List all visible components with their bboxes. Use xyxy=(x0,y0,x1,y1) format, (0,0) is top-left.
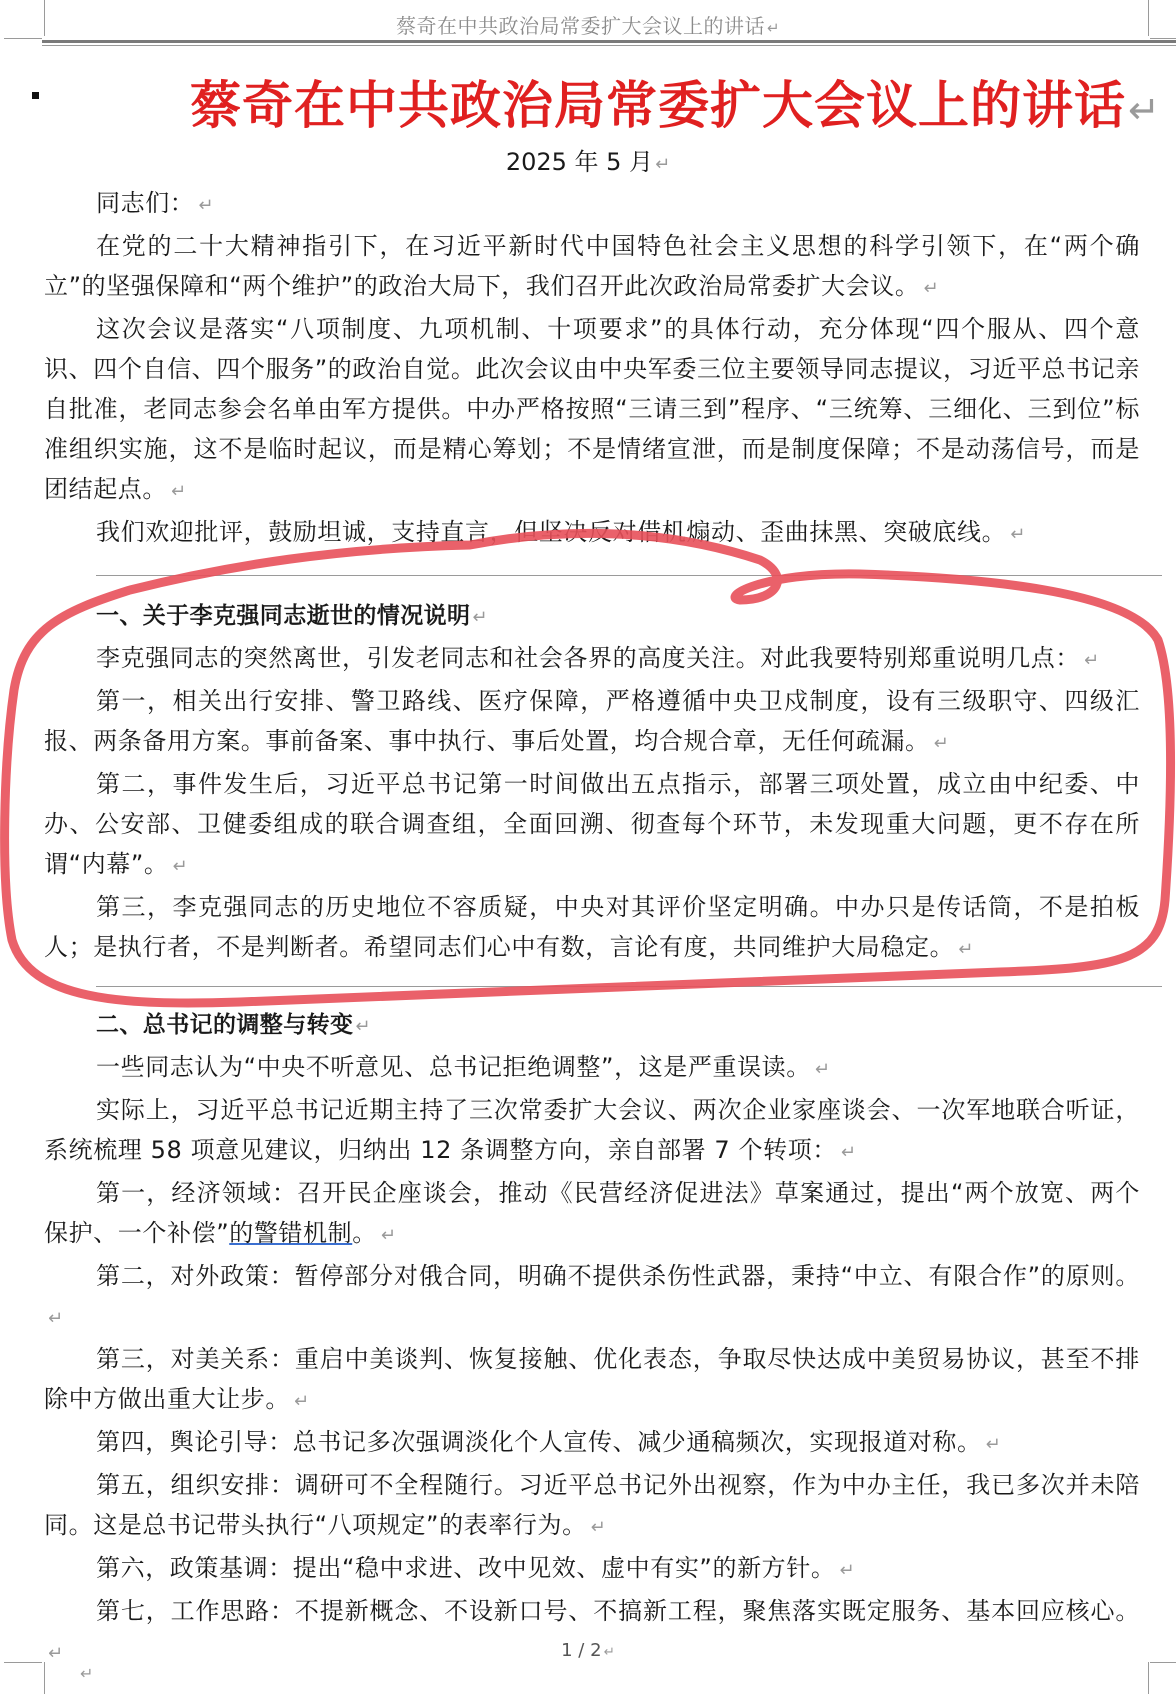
footer-corner-mark-right xyxy=(1150,1662,1176,1663)
section-separator xyxy=(96,575,1162,576)
paragraph-text: 李克强同志的突然离世，引发老同志和社会各界的高度关注。对此我要特别郑重说明几点： xyxy=(96,644,1080,672)
paragraph-text: 第六，政策基调：提出“稳中求进、改中见效、虚中有实”的新方针。 xyxy=(96,1554,836,1582)
section-2-item[interactable] xyxy=(44,1422,1140,1465)
paragraph-mark-icon: ↵ xyxy=(933,733,950,754)
paragraph-text: 第三，李克强同志的历史地位不容质疑，中央对其评价坚定明确。中办只是传话筒，不是拍板人；是执行者，不是判断者。希望同志们心中有数，言论有度，共同维护大局稳定。 xyxy=(44,893,1140,961)
section-2-item[interactable] xyxy=(44,1591,1140,1674)
paragraph-text: 。 xyxy=(352,1219,377,1247)
section-2-heading[interactable] xyxy=(44,1005,1140,1047)
paragraph-mark-icon: ↵ xyxy=(766,19,781,37)
bullet-marker-icon xyxy=(32,92,39,99)
document-title-text: 蔡奇在中共政治局常委扩大会议上的讲话 xyxy=(190,77,1127,136)
paragraph-text: 第一，相关出行安排、警卫路线、医疗保障，严格遵循中央卫戍制度，设有三级职守、四级汇报、两条备用方案。事前备案、事中执行、事后处置，均合规合章，无任何疏漏。 xyxy=(44,687,1140,755)
paragraph-text: 我们欢迎批评，鼓励坦诚，支持直言，但坚决反对借机煽动、歪曲抹黑、突破底线。 xyxy=(96,518,1007,546)
paragraph-text: 第一，经济领域：召开民企座谈会，推动《民营经济促进法》草案通过，提出“两个放宽、两个保护、一个补偿” xyxy=(44,1179,1140,1247)
paragraph-mark-icon: ↵ xyxy=(355,1016,371,1037)
paragraph-mark-icon: ↵ xyxy=(590,1517,607,1538)
paragraph-text: 同志们： xyxy=(96,189,195,217)
paragraph-intro-1[interactable] xyxy=(44,226,1140,309)
section-2-paragraph[interactable] xyxy=(44,1047,1140,1090)
paragraph-text: 实际上，习近平总书记近期主持了三次常委扩大会议、两次企业家座谈会、一次军地联合听证，系统梳理 58 项意见建议，归纳出 12 条调整方向，亲自部署 7 个转项： xyxy=(44,1096,1140,1164)
heading-text: 二、总书记的调整与转变 xyxy=(96,1012,354,1038)
running-header[interactable] xyxy=(0,10,1176,39)
paragraph-mark-icon: ↵ xyxy=(603,1644,615,1660)
header-rule-thick xyxy=(42,40,1176,43)
footer-margin-line-right xyxy=(1148,1662,1149,1694)
paragraph-mark-icon: ↵ xyxy=(985,1434,1002,1455)
footer-corner-mark-left xyxy=(4,1662,42,1663)
heading-text: 一、关于李克强同志逝世的情况说明 xyxy=(96,603,471,629)
section-2-item[interactable] xyxy=(44,1465,1140,1548)
section-2-item[interactable] xyxy=(44,1548,1140,1591)
section-1-paragraph[interactable] xyxy=(44,681,1140,764)
paragraph-mark-icon: ↵ xyxy=(923,278,940,299)
paragraph-mark-icon: ↵ xyxy=(1128,88,1162,133)
document-body[interactable] xyxy=(44,183,1140,1674)
running-header-text: 蔡奇在中共政治局常委扩大会议上的讲话 xyxy=(395,14,765,38)
paragraph-mark-icon: ↵ xyxy=(172,856,189,877)
section-2-item[interactable] xyxy=(44,1339,1140,1422)
section-1-paragraph[interactable] xyxy=(44,638,1140,681)
section-1-heading[interactable] xyxy=(44,596,1140,638)
paragraph-text: 一些同志认为“中央不听意见、总书记拒绝调整”，这是严重误读。 xyxy=(96,1053,811,1081)
paragraph-mark-icon: ↵ xyxy=(472,607,488,628)
paragraph-mark-icon: ↵ xyxy=(840,1142,857,1163)
section-2-paragraph[interactable] xyxy=(44,1090,1140,1173)
paragraph-intro-3[interactable] xyxy=(44,512,1140,555)
paragraph-mark-icon: ↵ xyxy=(839,1560,856,1581)
paragraph-mark-icon: ↵ xyxy=(171,481,187,502)
paragraph-text: 第二，事件发生后，习近平总书记第一时间做出五点指示，部署三项处置，成立由中纪委、中办、公安部、卫健委组成的联合调查组，全面回溯、彻查每个环节，未发现重大问题，更不存在所谓“内幕”。 xyxy=(44,770,1140,878)
section-1-paragraph[interactable] xyxy=(44,764,1140,887)
document-title[interactable] xyxy=(190,64,1162,138)
page-number-text: 1 / 2 xyxy=(561,1640,602,1661)
paragraph-mark-icon: ↵ xyxy=(198,195,215,216)
paragraph-mark-icon: ↵ xyxy=(294,1391,310,1412)
section-1-paragraph[interactable] xyxy=(44,887,1140,970)
paragraph-mark-icon: ↵ xyxy=(48,1643,64,1664)
section-2-item[interactable] xyxy=(44,1173,1140,1256)
paragraph-mark-icon: ↵ xyxy=(1010,524,1026,545)
header-rule-thin xyxy=(42,45,1176,46)
paragraph-mark-icon: ↵ xyxy=(655,154,671,175)
document-date[interactable] xyxy=(0,142,1176,177)
paragraph-text: 第五，组织安排：调研可不全程随行。习近平总书记外出视察，作为中办主任，我已多次并未陪同。这是总书记带头执行“八项规定”的表率行为。 xyxy=(44,1471,1140,1539)
page-number xyxy=(0,1640,1176,1661)
grammar-flagged-phrase[interactable]: 的警错机制 xyxy=(229,1219,353,1247)
paragraph-mark-icon: ↵ xyxy=(80,1664,94,1683)
paragraph-text: 在党的二十大精神指引下，在习近平新时代中国特色社会主义思想的科学引领下，在“两个确立”的坚强保障和“两个维护”的政治大局下，我们召开此次政治局常委扩大会议。 xyxy=(44,232,1140,300)
paragraph-mark-icon: ↵ xyxy=(48,1308,64,1329)
paragraph-mark-icon: ↵ xyxy=(380,1225,397,1246)
paragraph-mark-icon: ↵ xyxy=(814,1059,831,1080)
paragraph-intro-2[interactable] xyxy=(44,309,1140,512)
paragraph-text: 第三，对美关系：重启中美谈判、恢复接触、优化表态，争取尽快达成中美贸易协议，甚至不排除中方做出重大让步。 xyxy=(44,1345,1140,1413)
paragraph-text: 这次会议是落实“八项制度、九项机制、十项要求”的具体行动，充分体现“四个服从、四个意识、四个自信、四个服务”的政治自觉。此次会议由中央军委三位主要领导同志提议，习近平总书记亲自批准，老同志参会名单由军方提供。中办严格按照“三请三到”程序、“三统筹、三细化、三到位”标准组织实施，这不是临时起议，而是精心筹划；不是情绪宣泄，而是制度保障；不是动荡信号，而是团结起点。 xyxy=(44,315,1140,503)
paragraph-mark-icon: ↵ xyxy=(958,939,974,960)
footer-margin-line-left xyxy=(44,1662,45,1694)
paragraph-text: 第四，舆论引导：总书记多次强调淡化个人宣传、减少通稿频次，实现报道对称。 xyxy=(96,1428,982,1456)
paragraph-mark-icon: ↵ xyxy=(1084,650,1100,671)
section-separator xyxy=(96,986,1162,987)
section-2-item[interactable] xyxy=(44,1256,1140,1339)
paragraph-text: 第七，工作思路：不提新概念、不设新口号、不搞新工程，聚焦落实既定服务、基本回应核心。 xyxy=(96,1597,1140,1625)
paragraph-salutation[interactable] xyxy=(44,183,1140,226)
document-date-text: 2025 年 5 月 xyxy=(505,148,654,176)
paragraph-text: 第二，对外政策：暂停部分对俄合同，明确不提供杀伤性武器，秉持“中立、有限合作”的原则。 xyxy=(96,1262,1140,1290)
